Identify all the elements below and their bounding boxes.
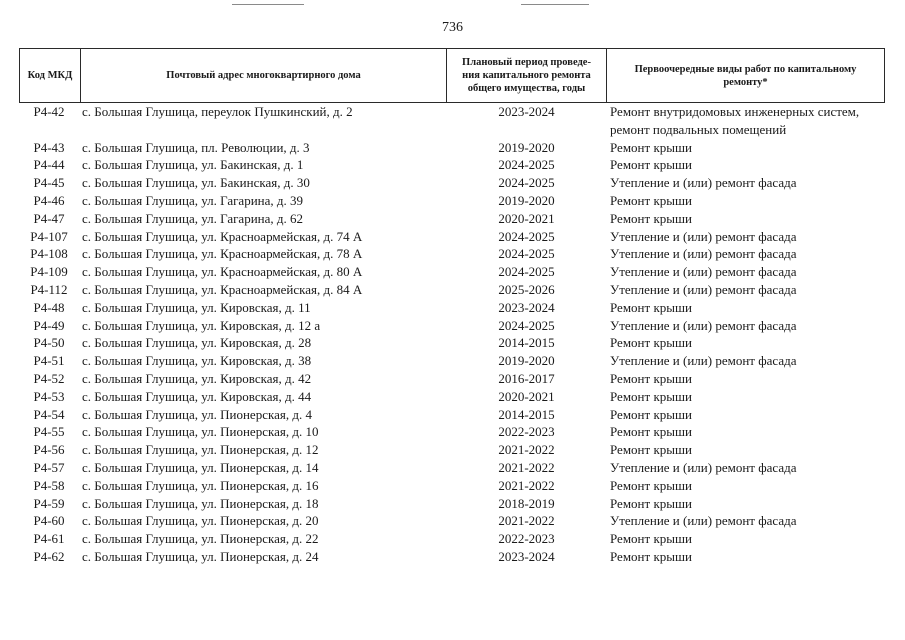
cell-address: с. Большая Глушица, ул. Красноармейская, д. 78 А — [82, 246, 363, 262]
table-row — [19, 495, 885, 513]
cell-works: Ремонт крыши — [610, 548, 692, 564]
table-row — [19, 317, 885, 335]
cell-works: Ремонт крыши — [610, 424, 692, 440]
table-header — [19, 48, 885, 103]
header-period: Плановый период проведе- ния капитального ремонта общего имущества, годы — [462, 57, 591, 94]
cell-period: 2019-2020 — [498, 139, 555, 155]
table-row — [19, 388, 885, 406]
table-row — [19, 334, 885, 352]
cell-address: с. Большая Глушица, ул. Пионерская, д. 22 — [82, 531, 319, 547]
cell-works: Ремонт крыши — [610, 442, 692, 458]
cell-code: Р4-62 — [33, 548, 65, 564]
cell-period: 2023-2024 — [498, 548, 555, 564]
cell-code: Р4-60 — [33, 513, 65, 529]
cell-address: с. Большая Глушица, пл. Революции, д. 3 — [82, 139, 310, 155]
cell-code: Р4-50 — [33, 335, 65, 351]
header-works: Первоочередные виды работ по капитальному ремонту* — [634, 63, 857, 88]
cell-code: Р4-56 — [33, 442, 65, 458]
cell-period: 2014-2015 — [498, 335, 555, 351]
cell-works: Утепление и (или) ремонт фасада — [610, 353, 797, 369]
table-row — [19, 512, 885, 530]
cell-period: 2022-2023 — [498, 424, 555, 440]
header-border — [884, 49, 885, 102]
header-address: Почтовый адрес многоквартирного дома — [166, 70, 361, 81]
table-row — [19, 174, 885, 192]
table-row — [19, 423, 885, 441]
cell-address: с. Большая Глушица, ул. Красноармейская, д. 80 А — [82, 264, 363, 280]
cell-works: Ремонт крыши — [610, 370, 692, 386]
cell-works: Ремонт крыши — [610, 299, 692, 315]
table-row — [19, 103, 885, 139]
page-number: 736 — [442, 20, 463, 35]
cell-period: 2021-2022 — [498, 477, 555, 493]
table-row — [19, 245, 885, 263]
cell-code: Р4-112 — [30, 281, 68, 297]
cell-code: Р4-51 — [33, 353, 65, 369]
cell-address: с. Большая Глушица, ул. Пионерская, д. 10 — [82, 424, 319, 440]
cell-address: с. Большая Глушица, ул. Кировская, д. 28 — [82, 335, 312, 351]
cell-code: Р4-47 — [33, 210, 65, 226]
cell-period: 2022-2023 — [498, 531, 555, 547]
cell-code: Р4-57 — [33, 459, 65, 475]
table-row — [19, 441, 885, 459]
cell-address: с. Большая Глушица, ул. Кировская, д. 12 а — [82, 317, 321, 333]
cell-code: Р4-61 — [33, 531, 65, 547]
table-row — [19, 228, 885, 246]
table-row — [19, 548, 885, 566]
cell-works: Ремонт крыши — [610, 139, 692, 155]
cell-period: 2020-2021 — [498, 210, 555, 226]
cell-works: Утепление и (или) ремонт фасада — [610, 317, 797, 333]
cell-works: Утепление и (или) ремонт фасада — [610, 246, 797, 262]
cell-period: 2019-2020 — [498, 353, 555, 369]
cell-period: 2016-2017 — [498, 370, 555, 386]
cell-address: с. Большая Глушица, ул. Гагарина, д. 39 — [82, 192, 303, 208]
cell-period: 2014-2015 — [498, 406, 555, 422]
cell-address: с. Большая Глушица, ул. Пионерская, д. 20 — [82, 513, 319, 529]
cell-period: 2021-2022 — [498, 513, 555, 529]
table-row — [19, 192, 885, 210]
table-row — [19, 530, 885, 548]
cell-address: с. Большая Глушица, ул. Бакинская, д. 30 — [82, 175, 310, 191]
scan-artifact-line — [521, 4, 589, 5]
cell-period: 2024-2025 — [498, 264, 555, 280]
cell-address: с. Большая Глушица, ул. Пионерская, д. 12 — [82, 442, 319, 458]
cell-period: 2023-2024 — [498, 104, 555, 119]
cell-period: 2024-2025 — [498, 317, 555, 333]
cell-address: с. Большая Глушица, ул. Бакинская, д. 1 — [82, 157, 304, 173]
table-row — [19, 299, 885, 317]
cell-address: с. Большая Глушица, ул. Пионерская, д. 16 — [82, 477, 319, 493]
cell-works: Утепление и (или) ремонт фасада — [610, 264, 797, 280]
cell-works: Ремонт крыши — [610, 210, 692, 226]
cell-period: 2024-2025 — [498, 175, 555, 191]
cell-address: с. Большая Глушица, ул. Кировская, д. 38 — [82, 353, 312, 369]
cell-address: с. Большая Глушица, ул. Пионерская, д. 14 — [82, 459, 319, 475]
cell-period: 2024-2025 — [498, 246, 555, 262]
cell-works: Ремонт крыши — [610, 157, 692, 173]
cell-address: с. Большая Глушица, ул. Кировская, д. 44 — [82, 388, 312, 404]
cell-address: с. Большая Глушица, переулок Пушкинский, д. 2 — [82, 104, 353, 119]
cell-works: Утепление и (или) ремонт фасада — [610, 459, 797, 475]
cell-period: 2021-2022 — [498, 442, 555, 458]
cell-code: Р4-109 — [30, 264, 68, 280]
scan-artifact-line — [232, 4, 304, 5]
table-row — [19, 139, 885, 157]
cell-works: Утепление и (или) ремонт фасада — [610, 281, 797, 297]
cell-works: Ремонт крыши — [610, 335, 692, 351]
cell-period: 2023-2024 — [498, 299, 555, 315]
cell-period: 2019-2020 — [498, 192, 555, 208]
table-row — [19, 210, 885, 228]
cell-code: Р4-49 — [33, 317, 65, 333]
table-row — [19, 281, 885, 299]
cell-code: Р4-44 — [33, 157, 65, 173]
cell-address: с. Большая Глушица, ул. Красноармейская, д. 74 А — [82, 228, 363, 244]
cell-period: 2025-2026 — [498, 281, 555, 297]
cell-code: Р4-42 — [33, 104, 65, 119]
cell-code: Р4-46 — [33, 192, 65, 208]
cell-works: Утепление и (или) ремонт фасада — [610, 513, 797, 529]
cell-address: с. Большая Глушица, ул. Кировская, д. 42 — [82, 370, 312, 386]
repair-schedule-table — [19, 48, 885, 566]
cell-works: Утепление и (или) ремонт фасада — [610, 228, 797, 244]
cell-code: Р4-108 — [30, 246, 68, 262]
table-body — [19, 103, 885, 566]
cell-code: Р4-59 — [33, 495, 65, 511]
cell-address: с. Большая Глушица, ул. Пионерская, д. 4 — [82, 406, 312, 422]
cell-works: Утепление и (или) ремонт фасада — [610, 175, 797, 191]
cell-code: Р4-58 — [33, 477, 65, 493]
table-row — [19, 156, 885, 174]
cell-address: с. Большая Глушица, ул. Кировская, д. 11 — [82, 299, 311, 315]
cell-works: Ремонт крыши — [610, 531, 692, 547]
cell-code: Р4-55 — [33, 424, 65, 440]
cell-works: Ремонт крыши — [610, 495, 692, 511]
cell-code: Р4-43 — [33, 139, 65, 155]
table-row — [19, 352, 885, 370]
table-row — [19, 406, 885, 424]
cell-period: 2024-2025 — [498, 228, 555, 244]
cell-works: Ремонт крыши — [610, 192, 692, 208]
cell-code: Р4-54 — [33, 406, 65, 422]
cell-address: с. Большая Глушица, ул. Гагарина, д. 62 — [82, 210, 303, 226]
cell-works: Ремонт крыши — [610, 477, 692, 493]
table-row — [19, 459, 885, 477]
table-row — [19, 370, 885, 388]
cell-period: 2021-2022 — [498, 459, 555, 475]
cell-period: 2018-2019 — [498, 495, 555, 511]
cell-code: Р4-52 — [33, 370, 65, 386]
cell-period: 2024-2025 — [498, 157, 555, 173]
cell-works: Ремонт крыши — [610, 406, 692, 422]
cell-works: Ремонт внутридомовых инженерных систем, ремонт подвальных помещений — [610, 104, 860, 137]
header-code: Код МКД — [27, 70, 73, 81]
cell-code: Р4-107 — [30, 228, 68, 244]
cell-code: Р4-48 — [33, 299, 65, 315]
table-row — [19, 477, 885, 495]
cell-address: с. Большая Глушица, ул. Красноармейская, д. 84 А — [82, 281, 363, 297]
cell-code: Р4-53 — [33, 388, 65, 404]
cell-address: с. Большая Глушица, ул. Пионерская, д. 18 — [82, 495, 319, 511]
cell-address: с. Большая Глушица, ул. Пионерская, д. 24 — [82, 548, 319, 564]
cell-code: Р4-45 — [33, 175, 65, 191]
cell-works: Ремонт крыши — [610, 388, 692, 404]
cell-period: 2020-2021 — [498, 388, 555, 404]
table-row — [19, 263, 885, 281]
